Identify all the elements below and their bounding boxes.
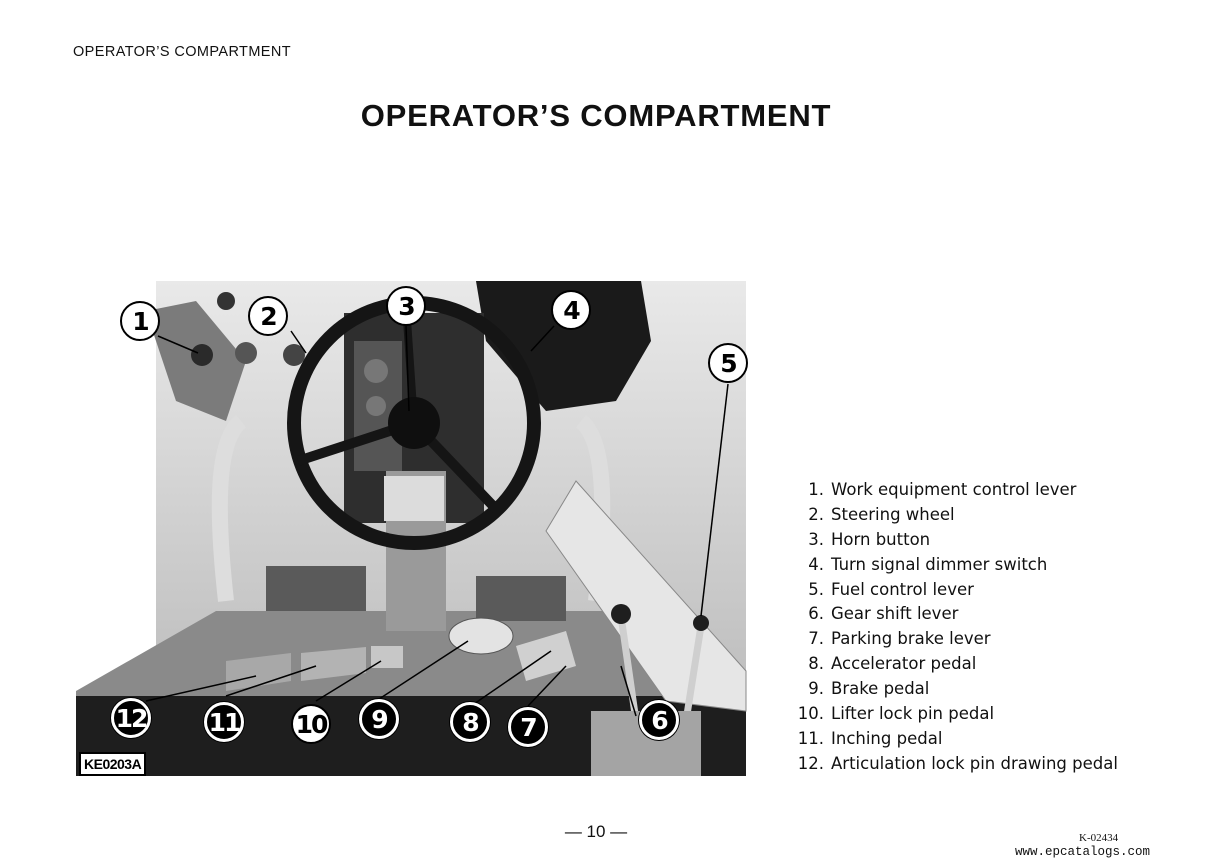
photo-illustration (76, 281, 746, 776)
document-code: K-02434 (1079, 832, 1119, 844)
legend-item (790, 702, 1118, 727)
callout-3: 3 (386, 286, 426, 326)
callout-7: 7 (508, 707, 548, 747)
legend-label: Fuel control lever (831, 579, 974, 599)
legend-number: 1. (808, 480, 824, 499)
callout-9: 9 (359, 699, 399, 739)
legend-item (790, 528, 1118, 553)
legend-item (790, 627, 1118, 652)
parts-legend (790, 478, 1118, 777)
legend-item (790, 478, 1118, 503)
legend-label: Gear shift lever (831, 604, 959, 624)
legend-number: 8. (808, 654, 824, 674)
legend-number: 11. (797, 728, 824, 748)
legend-label: Inching pedal (831, 728, 943, 748)
legend-number: 12. (797, 753, 824, 773)
legend-item (790, 553, 1118, 578)
callout-4: 4 (551, 290, 591, 330)
legend-label: Turn signal dimmer switch (831, 554, 1048, 574)
legend-item (790, 578, 1118, 603)
callout-10: 10 (291, 704, 331, 744)
legend-label: Lifter lock pin pedal (831, 704, 995, 724)
legend-number: 10. (797, 704, 824, 724)
legend-label: Work equipment control lever (831, 480, 1077, 499)
callout-11: 11 (204, 702, 244, 742)
page-title: OPERATOR’S COMPARTMENT (360, 98, 832, 133)
operator-compartment-photo (76, 281, 746, 776)
callout-6: 6 (639, 700, 679, 740)
callout-8: 8 (450, 702, 490, 742)
legend-number: 4. (808, 554, 824, 574)
legend-number: 5. (808, 579, 824, 599)
legend-number: 7. (808, 629, 824, 649)
legend-number: 6. (808, 604, 824, 624)
legend-label: Brake pedal (831, 679, 930, 699)
source-site-link[interactable]: www.epcatalogs.com (1015, 845, 1151, 859)
figure-code-label: KE0203A (79, 752, 146, 776)
legend-label: Horn button (831, 529, 931, 549)
legend-number: 9. (808, 679, 824, 699)
callout-2: 2 (248, 296, 288, 336)
legend-number: 3. (808, 529, 824, 549)
legend-item (790, 652, 1118, 677)
legend-item (790, 602, 1118, 627)
legend-item (790, 752, 1118, 777)
page-number: — 10 — (564, 822, 628, 841)
legend-item (790, 503, 1118, 528)
callout-5: 5 (708, 343, 748, 383)
legend-label: Parking brake lever (831, 629, 991, 649)
legend-item (790, 677, 1118, 702)
legend-label: Steering wheel (831, 504, 955, 524)
page-header: OPERATOR’S COMPARTMENT (73, 44, 291, 60)
legend-label: Articulation lock pin drawing pedal (831, 753, 1118, 773)
legend-number: 2. (808, 504, 824, 524)
callout-12: 12 (111, 698, 151, 738)
legend-item (790, 727, 1118, 752)
legend-label: Accelerator pedal (831, 654, 977, 674)
callout-1: 1 (120, 301, 160, 341)
